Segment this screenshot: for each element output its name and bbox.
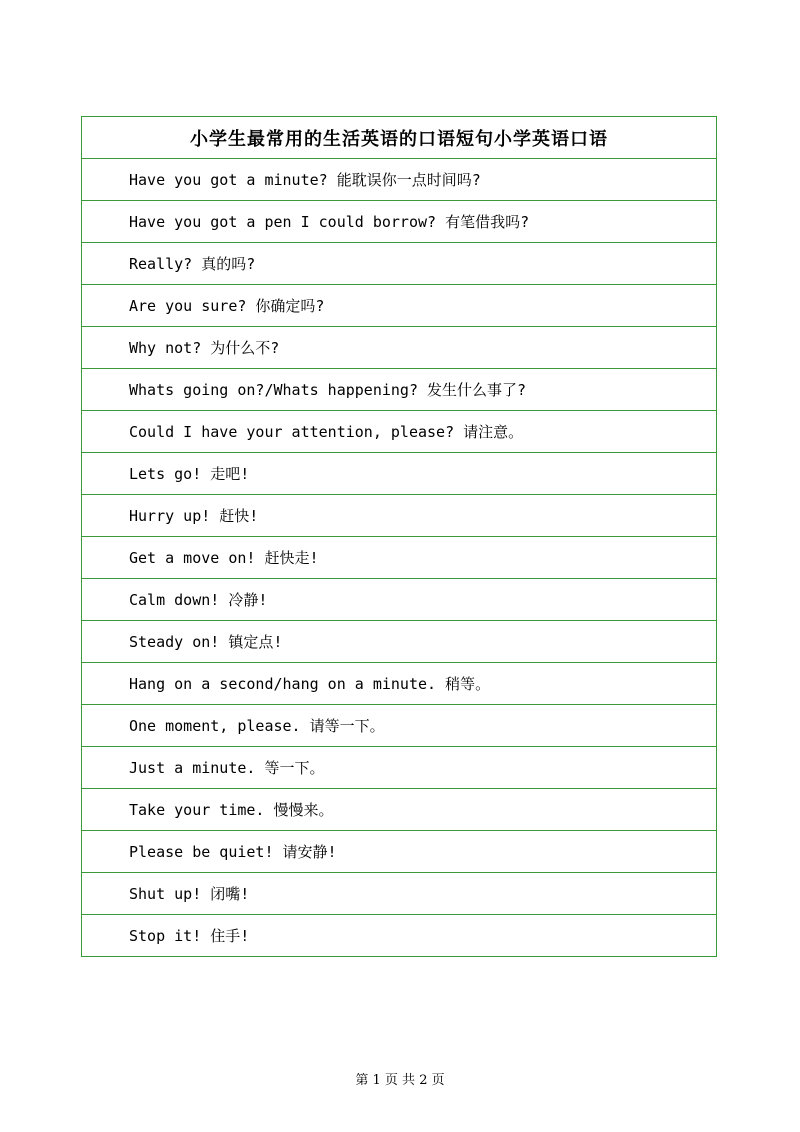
table-row xyxy=(82,831,717,873)
table-row xyxy=(82,579,717,621)
table-row xyxy=(82,705,717,747)
phrase-table xyxy=(81,116,717,957)
table-row xyxy=(82,285,717,327)
phrase-cell: Why not? 为什么不? xyxy=(82,327,717,369)
phrase-cell: Have you got a pen I could borrow? 有笔借我吗? xyxy=(82,201,717,243)
phrase-cell: Are you sure? 你确定吗? xyxy=(82,285,717,327)
table-row xyxy=(82,873,717,915)
phrase-cell: Lets go! 走吧! xyxy=(82,453,717,495)
page-footer: 第 1 页 共 2 页 xyxy=(355,1073,445,1088)
table-title-row xyxy=(82,117,717,159)
table-row xyxy=(82,243,717,285)
table-row xyxy=(82,663,717,705)
phrase-cell: Just a minute. 等一下。 xyxy=(82,747,717,789)
table-row xyxy=(82,411,717,453)
table-row xyxy=(82,537,717,579)
table-row xyxy=(82,621,717,663)
table-row xyxy=(82,159,717,201)
table-row xyxy=(82,789,717,831)
phrase-cell: Whats going on?/Whats happening? 发生什么事了? xyxy=(82,369,717,411)
phrase-cell: Shut up! 闭嘴! xyxy=(82,873,717,915)
phrase-cell: Stop it! 住手! xyxy=(82,915,717,957)
phrase-cell: Really? 真的吗? xyxy=(82,243,717,285)
table-row xyxy=(82,915,717,957)
table-row xyxy=(82,495,717,537)
table-row xyxy=(82,327,717,369)
phrase-cell: Could I have your attention, please? 请注意。 xyxy=(82,411,717,453)
phrase-cell: Please be quiet! 请安静! xyxy=(82,831,717,873)
phrase-cell: Hurry up! 赶快! xyxy=(82,495,717,537)
phrase-cell: One moment, please. 请等一下。 xyxy=(82,705,717,747)
phrase-cell: Take your time. 慢慢来。 xyxy=(82,789,717,831)
phrase-cell: Get a move on! 赶快走! xyxy=(82,537,717,579)
table-row xyxy=(82,747,717,789)
phrase-cell: Steady on! 镇定点! xyxy=(82,621,717,663)
table-title: 小学生最常用的生活英语的口语短句小学英语口语 xyxy=(82,117,717,159)
phrase-cell: Hang on a second/hang on a minute. 稍等。 xyxy=(82,663,717,705)
table-row xyxy=(82,453,717,495)
table-row xyxy=(82,369,717,411)
phrase-cell: Calm down! 冷静! xyxy=(82,579,717,621)
table-row xyxy=(82,201,717,243)
phrase-cell: Have you got a minute? 能耽误你一点时间吗? xyxy=(82,159,717,201)
